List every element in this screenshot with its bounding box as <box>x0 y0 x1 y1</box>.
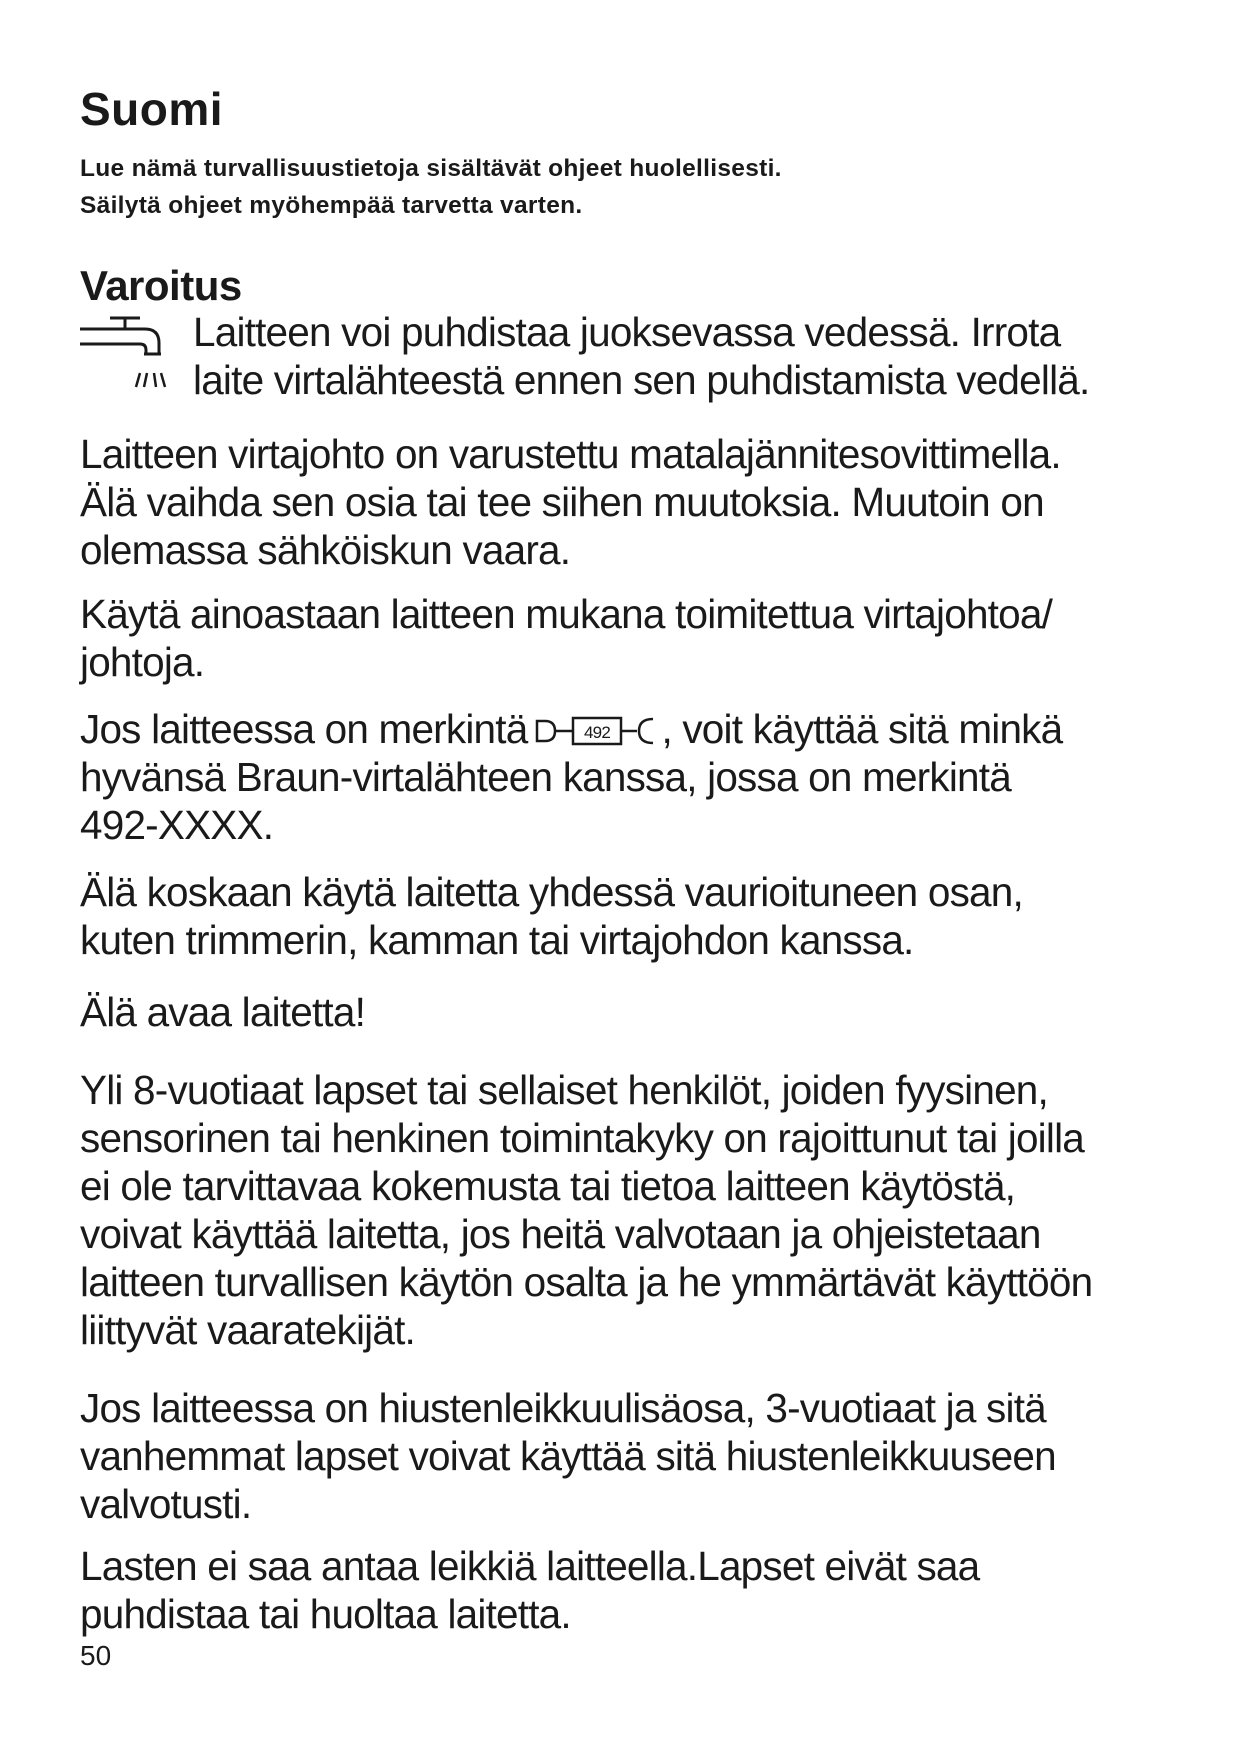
paragraph-line: hyvänsä Braun-virtalähteen kanssa, jossa on merkintä <box>80 754 1011 800</box>
paragraph-line: voivat käyttää laitetta, jos heitä valvotaan ja ohjeistetaan <box>80 1211 1041 1257</box>
paragraph-line: Laitteen virtajohto on varustettu matalajännitesovittimella. <box>80 431 1061 477</box>
intro-line-1: Lue nämä turvallisuustietoja sisältävät ohjeet huolellisesti. <box>80 155 782 182</box>
intro-line-2: Säilytä ohjeet myöhempää tarvetta varten. <box>80 192 583 219</box>
paragraph-line: johtoja. <box>80 639 205 685</box>
paragraph-line: puhdistaa tai huoltaa laitetta. <box>80 1591 571 1637</box>
paragraph-line: Käytä ainoastaan laitteen mukana toimitettua virtajohtoa/ <box>80 591 1053 637</box>
warning-line-1: Laitteen voi puhdistaa juoksevassa vedessä. Irrota <box>193 309 1061 355</box>
paragraph-492-marking <box>80 705 1062 849</box>
page-number: 50 <box>80 1640 112 1671</box>
paragraph-line: 492-XXXX. <box>80 802 274 848</box>
warning-line-2: laite virtalähteestä ennen sen puhdistamista vedellä. <box>193 357 1090 403</box>
language-heading: Suomi <box>80 83 224 135</box>
manual-page <box>80 0 1180 1754</box>
paragraph-power-cord <box>80 430 1061 574</box>
paragraph-line: kuten trimmerin, kamman tai virtajohdon kanssa. <box>80 917 914 963</box>
paragraph-line: vanhemmat lapset voivat käyttää sitä hiustenleikkuuseen <box>80 1433 1056 1479</box>
paragraph-line: sensorinen tai henkinen toimintakyky on rajoittunut tai joilla <box>80 1115 1084 1161</box>
paragraph-line-text: , voit käyttää sitä minkä <box>661 706 1063 752</box>
paragraph-line: Älä avaa laitetta! <box>80 989 366 1035</box>
power-plug-492-symbol-icon <box>533 713 659 749</box>
intro-instructions <box>80 150 782 224</box>
paragraph-line: valvotusti. <box>80 1481 252 1527</box>
warning-text <box>193 308 1089 404</box>
paragraph-no-play <box>80 1542 979 1638</box>
paragraph-line-text: Jos laitteessa on merkintä <box>80 706 528 752</box>
paragraph-line: olemassa sähköiskun vaara. <box>80 527 571 573</box>
paragraph-hair-clipper <box>80 1384 1056 1528</box>
paragraph-children-8-years <box>80 1066 1092 1354</box>
paragraph-supplied-cord <box>80 590 1052 686</box>
symbol-label: 492 <box>584 723 611 742</box>
paragraph-line <box>80 705 1062 753</box>
paragraph-line: Yli 8-vuotiaat lapset tai sellaiset henkilöt, joiden fyysinen, <box>80 1067 1048 1113</box>
paragraph-line: ei ole tarvittavaa kokemusta tai tietoa laitteen käytöstä, <box>80 1163 1016 1209</box>
paragraph-line: Älä koskaan käytä laitetta yhdessä vaurioituneen osan, <box>80 869 1023 915</box>
paragraph-line: laitteen turvallisen käytön osalta ja he ymmärtävät käyttöön <box>80 1259 1093 1305</box>
paragraph-line: liittyvät vaaratekijät. <box>80 1307 415 1353</box>
paragraph-line: Lasten ei saa antaa leikkiä laitteella.Lapset eivät saa <box>80 1543 980 1589</box>
warning-heading: Varoitus <box>80 262 242 309</box>
faucet-water-icon <box>80 313 170 395</box>
paragraph-do-not-open <box>80 988 365 1036</box>
paragraph-damaged-parts <box>80 868 1023 964</box>
paragraph-line: Älä vaihda sen osia tai tee siihen muutoksia. Muutoin on <box>80 479 1044 525</box>
paragraph-line: Jos laitteessa on hiustenleikkuulisäosa, 3-vuotiaat ja sitä <box>80 1385 1046 1431</box>
